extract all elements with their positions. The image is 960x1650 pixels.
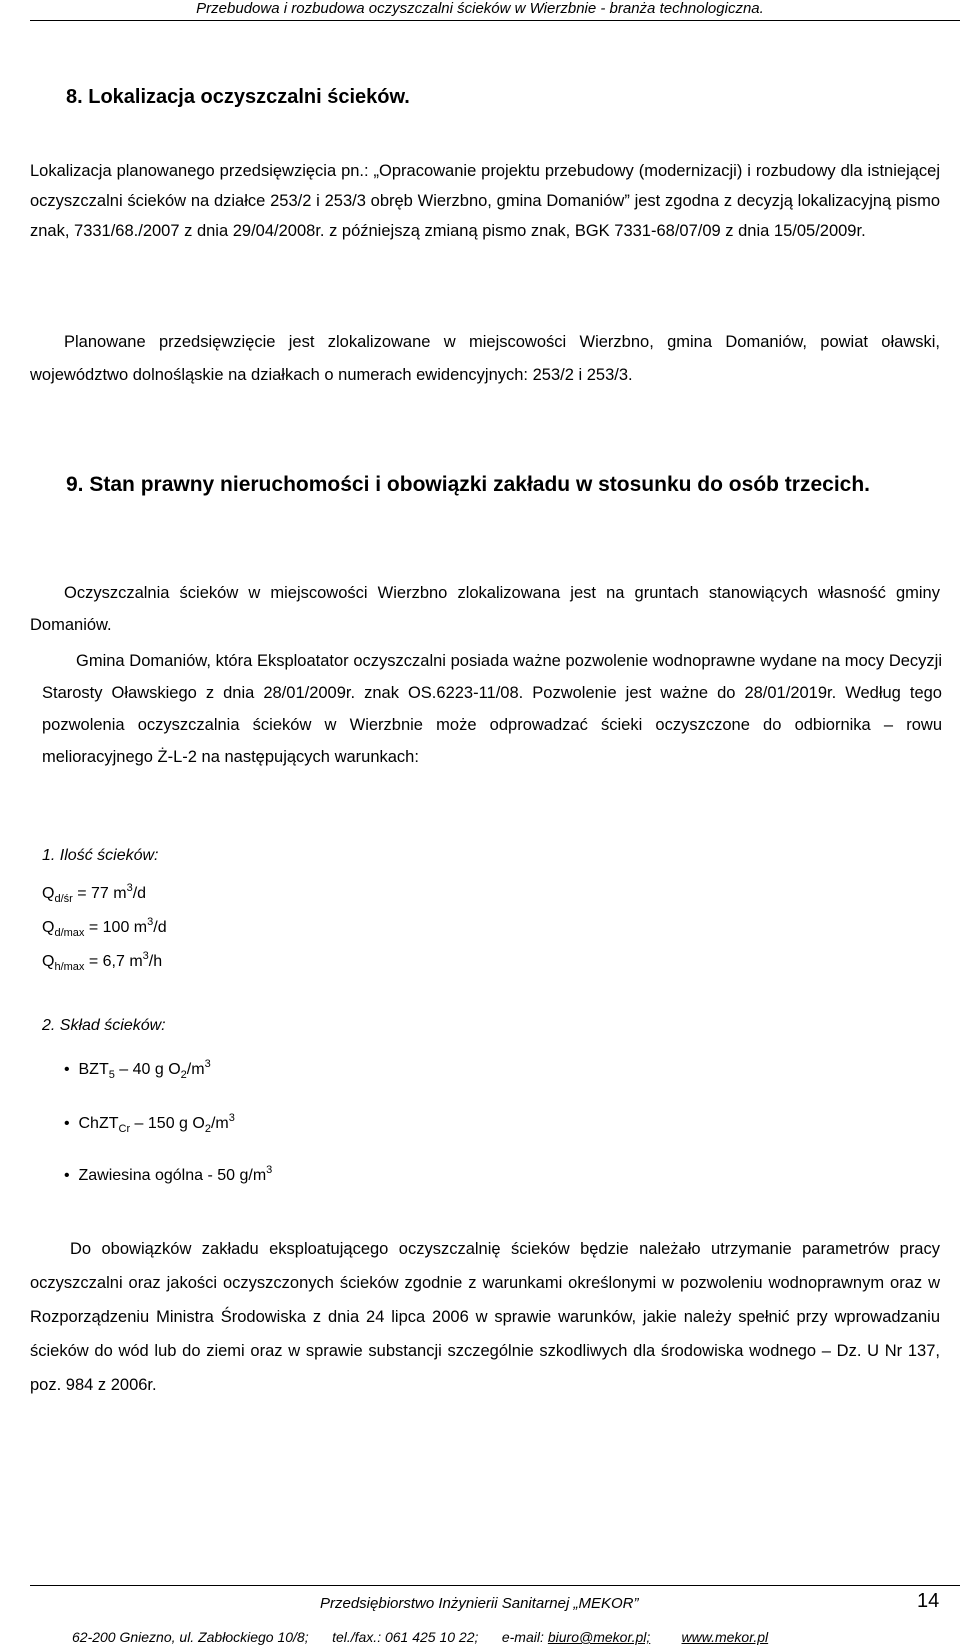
section-9-heading: 9. Stan prawny nieruchomości i obowiązki zakładu w stosunku do osób trzecich. [66, 473, 870, 496]
bullet: • [64, 1115, 79, 1132]
composition-bzt5: • $BZT_5 - 40$ g $O_2/m^3$ [64, 1058, 211, 1081]
page-number: 14 [917, 1590, 940, 1612]
header-divider [30, 20, 960, 21]
list-2-title: 2. Skład ścieków: [42, 1017, 166, 1034]
flow-max-hourly: $Q_{h/max} = 6,7$ $m^3/h$ [42, 950, 163, 973]
running-header: Przebudowa i rozbudowa oczyszczalni ścieków w Wierzbnie - branża technologiczna. [196, 0, 764, 17]
composition-chzt: • ChZT$_{Cr}$ – 150 g $O_2/m^3$ [64, 1112, 235, 1135]
footer-phone: tel./fax.: 061 425 10 22; [332, 1629, 479, 1645]
footer-contact [72, 1629, 942, 1645]
section-8-paragraph-2: Planowane przedsięwzięcie jest zlokalizowane w miejscowości Wierzbno, gmina Domaniów, powiat oławski, województwo dolnośląskie na działkach o numerach ewidencyjnych: 253/2 i 253/3. [30, 333, 940, 384]
footer-email-label: e-mail: [501, 1629, 544, 1645]
footer-website-link[interactable]: www.mekor.pl [681, 1629, 769, 1645]
section-9-paragraph-1: Oczyszczalnia ścieków w miejscowości Wierzbno zlokalizowana jest na gruntach stanowiących własność gminy Domaniów. [30, 584, 940, 634]
composition-suspended-solids: • Zawiesina ogólna - 50 $g/m^3$ [64, 1164, 273, 1184]
bullet: • [64, 1167, 79, 1184]
list-1-title: 1. Ilość ścieków: [42, 847, 159, 864]
section-9-paragraph-3: Do obowiązków zakładu eksploatującego oczyszczalnię ścieków będzie należało utrzymanie parametrów pracy oczyszczalni oraz jakości oczyszczonych ścieków zgodnie z warunkami określonymi w pozwoleniu wodnoprawnym oraz w Rozporządzeniu Ministra Środowiska z dnia 24 lipca 2006 w sprawie warunków, jakie należy spełnić przy wprowadzaniu ścieków do wód lub do ziemi oraz w sprawie substancji szczególnie szkodliwych dla środowiska wodnego – Dz. U Nr 137, poz. 984 z 2006r. [30, 1240, 940, 1394]
flow-average-daily: $Q_{d/śr} = 77$ $m^3/d$ [42, 882, 147, 905]
footer-divider [30, 1585, 960, 1586]
bullet: • [64, 1061, 79, 1078]
footer-email-link[interactable]: biuro@mekor.pl; [547, 1629, 651, 1645]
section-9-paragraph-2: Gmina Domaniów, która Eksploatator oczyszczalni posiada ważne pozwolenie wodnoprawne wydane na mocy Decyzji Starosty Oławskiego z dnia 28/01/2009r. znak OS.6223-11/08. Pozwolenie jest ważne do 28/01/2019r. Według tego pozwolenia oczyszczalnia ścieków w Wierzbnie może odprowadzać ścieki oczyszczone do odbiornika – rowu melioracyjnego Ż-L-2 na następujących warunkach: [42, 652, 942, 766]
footer-company: Przedsiębiorstwo Inżynierii Sanitarnej „MEKOR” [320, 1595, 639, 1612]
section-8-heading: 8. Lokalizacja oczyszczalni ścieków. [66, 86, 410, 108]
section-8-paragraph-1: Lokalizacja planowanego przedsięwzięcia pn.: „Opracowanie projektu przebudowy (modernizacji) i rozbudowy dla istniejącej oczyszczalni ścieków na działce 253/2 i 253/3 obręb Wierzbno, gmina Domaniów” jest zgodna z decyzją lokalizacyjną pismo znak, 7331/68./2007 z dnia 29/04/2008r. z późniejszą zmianą pismo znak, BGK 7331-68/07/09 z dnia 15/05/2009r. [30, 162, 940, 240]
flow-max-daily: $Q_{d/max} = 100$ $m^3/d$ [42, 916, 167, 939]
footer-address: 62-200 Gniezno, ul. Zabłockiego 10/8; [72, 1629, 309, 1645]
